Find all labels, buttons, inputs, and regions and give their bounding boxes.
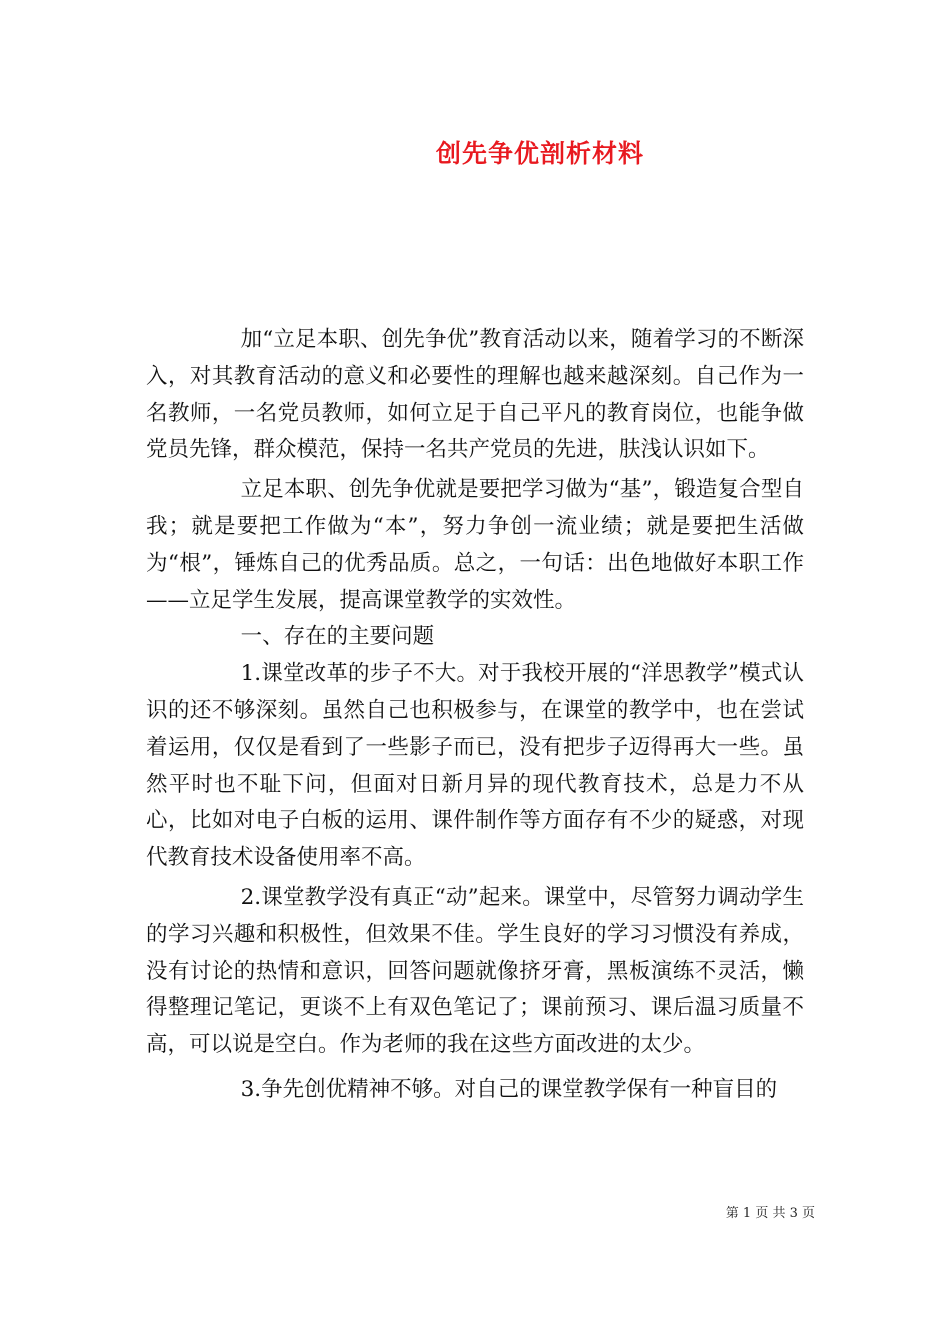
page-number-footer: 第 1 页 共 3 页: [725, 1206, 815, 1221]
section-heading-problems: 一、存在的主要问题: [240, 624, 435, 650]
paragraph-intro: 加“立足本职、创先争优”教育活动以来，随着学习的不断深入，对其教育活动的意义和必要性的理解也越来越深刻。自己作为一名教师，一名党员教师，如何立足于自己平凡的教育岗位，也能争做党员先锋，群众模范，保持一名共产党员的先进，肤浅认识如下。: [146, 327, 804, 463]
document-title: 创先争优剖析材料: [435, 139, 644, 168]
paragraph-problem-2: 2.课堂教学没有真正“动”起来。课堂中，尽管努力调动学生的学习兴趣和积极性，但效果不佳。学生良好的学习习惯没有养成，没有讨论的热情和意识，回答问题就像挤牙膏，黑板演练不灵活，懒得整理记笔记，更谈不上有双色笔记了；课前预习、课后温习质量不高，可以说是空白。作为老师的我在这些方面改进的太少。: [146, 884, 804, 1058]
document-body: [146, 322, 804, 1109]
paragraph-problem-1: 1.课堂改革的步子不大。对于我校开展的“洋思教学”模式认识的还不够深刻。虽然自己也积极参与，在课堂的教学中，也在尝试着运用，仅仅是看到了一些影子而已，没有把步子迈得再大一些。虽然平时也不耻下问，但面对日新月异的现代教育技术，总是力不从心，比如对电子白板的运用、课件制作等方面存有不少的疑惑，对现代教育技术设备使用率不高。: [146, 661, 804, 871]
paragraph-problem-3: 3.争先创优精神不够。对自己的课堂教学保有一种盲目的: [240, 1076, 778, 1102]
paragraph-summary: 立足本职、创先争优就是要把学习做为“基”，锻造复合型自我；就是要把工作做为“本”，努力争创一流业绩；就是要把生活做为“根”，锤炼自己的优秀品质。总之，一句话：出色地做好本职工作——立足学生发展，提高课堂教学的实效性。: [146, 477, 804, 613]
